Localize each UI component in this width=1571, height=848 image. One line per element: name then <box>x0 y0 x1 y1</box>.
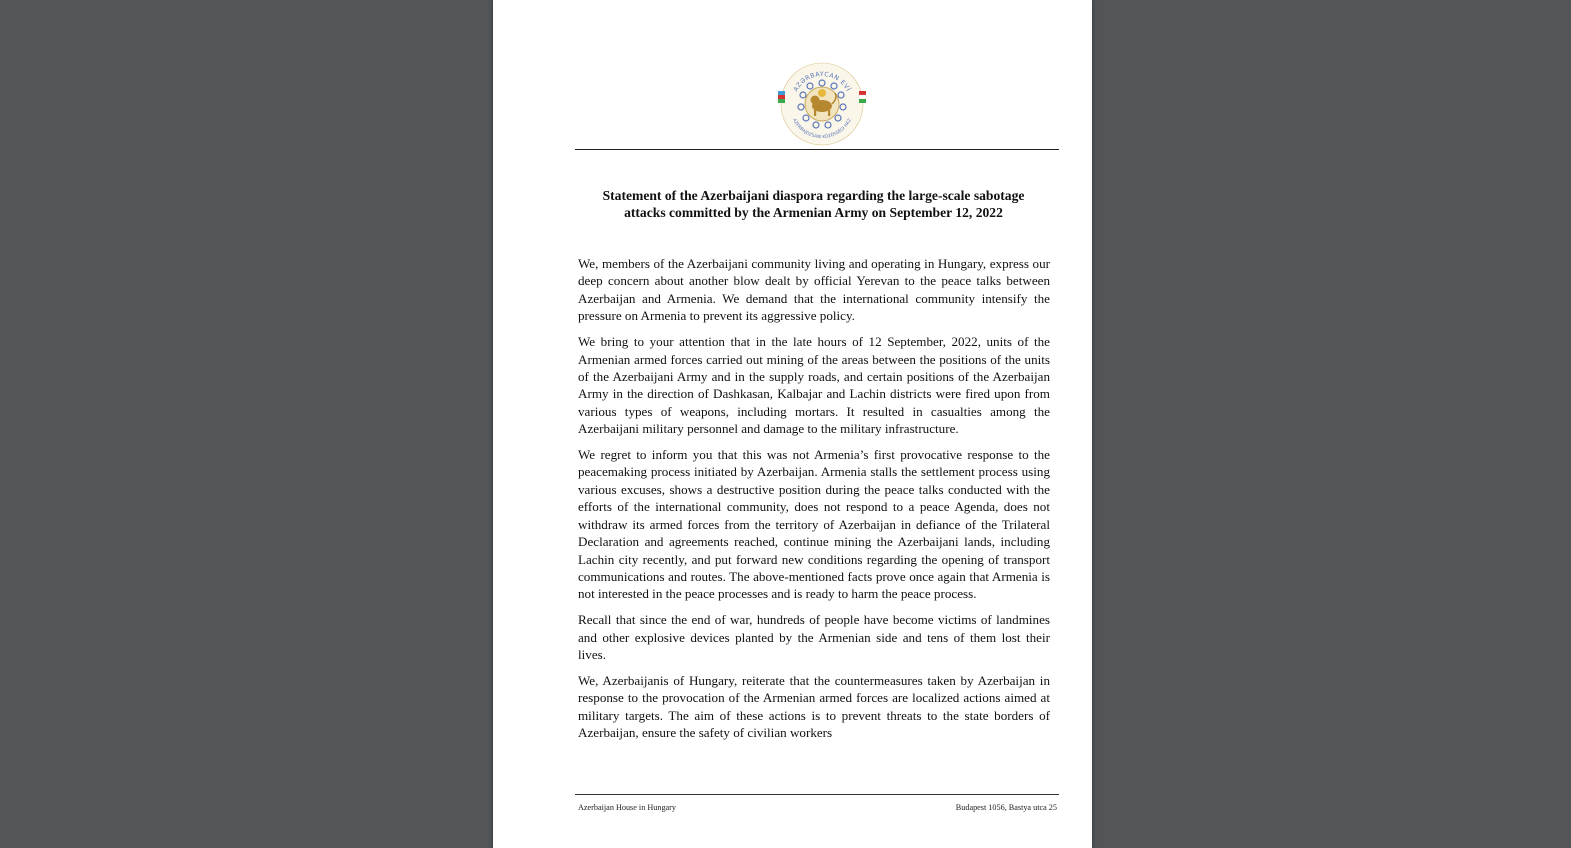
logo-emblem-icon <box>774 58 870 150</box>
title-line-2: attacks committed by the Armenian Army on September 12, 2022 <box>624 205 1003 221</box>
logo-top-text: AZƏRBAYCAN EVİ <box>792 70 852 93</box>
logo-bottom-text: AZERBAJDZSÁNI KÖZÖSSÉGI HÁZ <box>791 118 853 141</box>
footer-address: Budapest 1056, Bastya utca 25 <box>955 803 1057 812</box>
paragraph-1: We, members of the Azerbaijani community living and operating in Hungary, express our deep concern about another blow dealt by official Yerevan to the peace talks between Azerbaijan and Armenia. We demand that the international community intensify the pressure on Armenia to prevent its aggressive policy. <box>578 256 1050 324</box>
azerbaijan-house-logo <box>774 58 870 150</box>
footer-organization: Azerbaijan House in Hungary <box>578 803 676 812</box>
title-line-1: Statement of the Azerbaijani diaspora regarding the large-scale sabotage <box>602 188 1025 203</box>
paragraph-4: Recall that since the end of war, hundreds of people have become victims of landmines and other explosive devices planted by the Armenian side and tens of them lost their lives. <box>578 612 1050 663</box>
header-divider <box>575 149 1059 150</box>
document-title <box>577 187 1050 222</box>
footer-divider <box>575 794 1059 795</box>
paragraph-5: We, Azerbaijanis of Hungary, reiterate that the countermeasures taken by Azerbaijan in response to the provocation of the Armenian armed forces are localized actions aimed at military targets. The aim of these actions is to prevent threats to the state borders of Azerbaijan, ensure the safety of civilian workers <box>578 672 1050 741</box>
paragraph-2: We bring to your attention that in the late hours of 12 September, 2022, units of the Armenian armed forces carried out mining of the areas between the positions of the units of the Azerbaijani Army and in the supply roads, and certain positions of the Azerbaijan Army in the direction of Dashkasan, Kalbajar and Lachin districts were fired upon from various types of weapons, including mortars. It resulted in casualties among the Azerbaijani military personnel and damage to the military infrastructure. <box>578 334 1050 437</box>
paragraph-3: We regret to inform you that this was not Armenia’s first provocative response to the peacemaking process initiated by Azerbaijan. Armenia stalls the settlement process using various excuses, shows a destructive position during the peace talks conducted with the efforts of the international community, does not respond to a peace Agenda, does not withdraw its armed forces from the territory of Azerbaijan in defiance of the Trilateral Declaration and agreements reached, continue mining the Azerbaijani lands, including Lachin city recently, and put forward new conditions regarding the opening of transport communications and routes. The above-mentioned facts prove once again that Armenia is not interested in the peace processes and is ready to harm the peace process. <box>578 447 1050 602</box>
document-page <box>493 0 1092 848</box>
document-body <box>578 255 1050 750</box>
